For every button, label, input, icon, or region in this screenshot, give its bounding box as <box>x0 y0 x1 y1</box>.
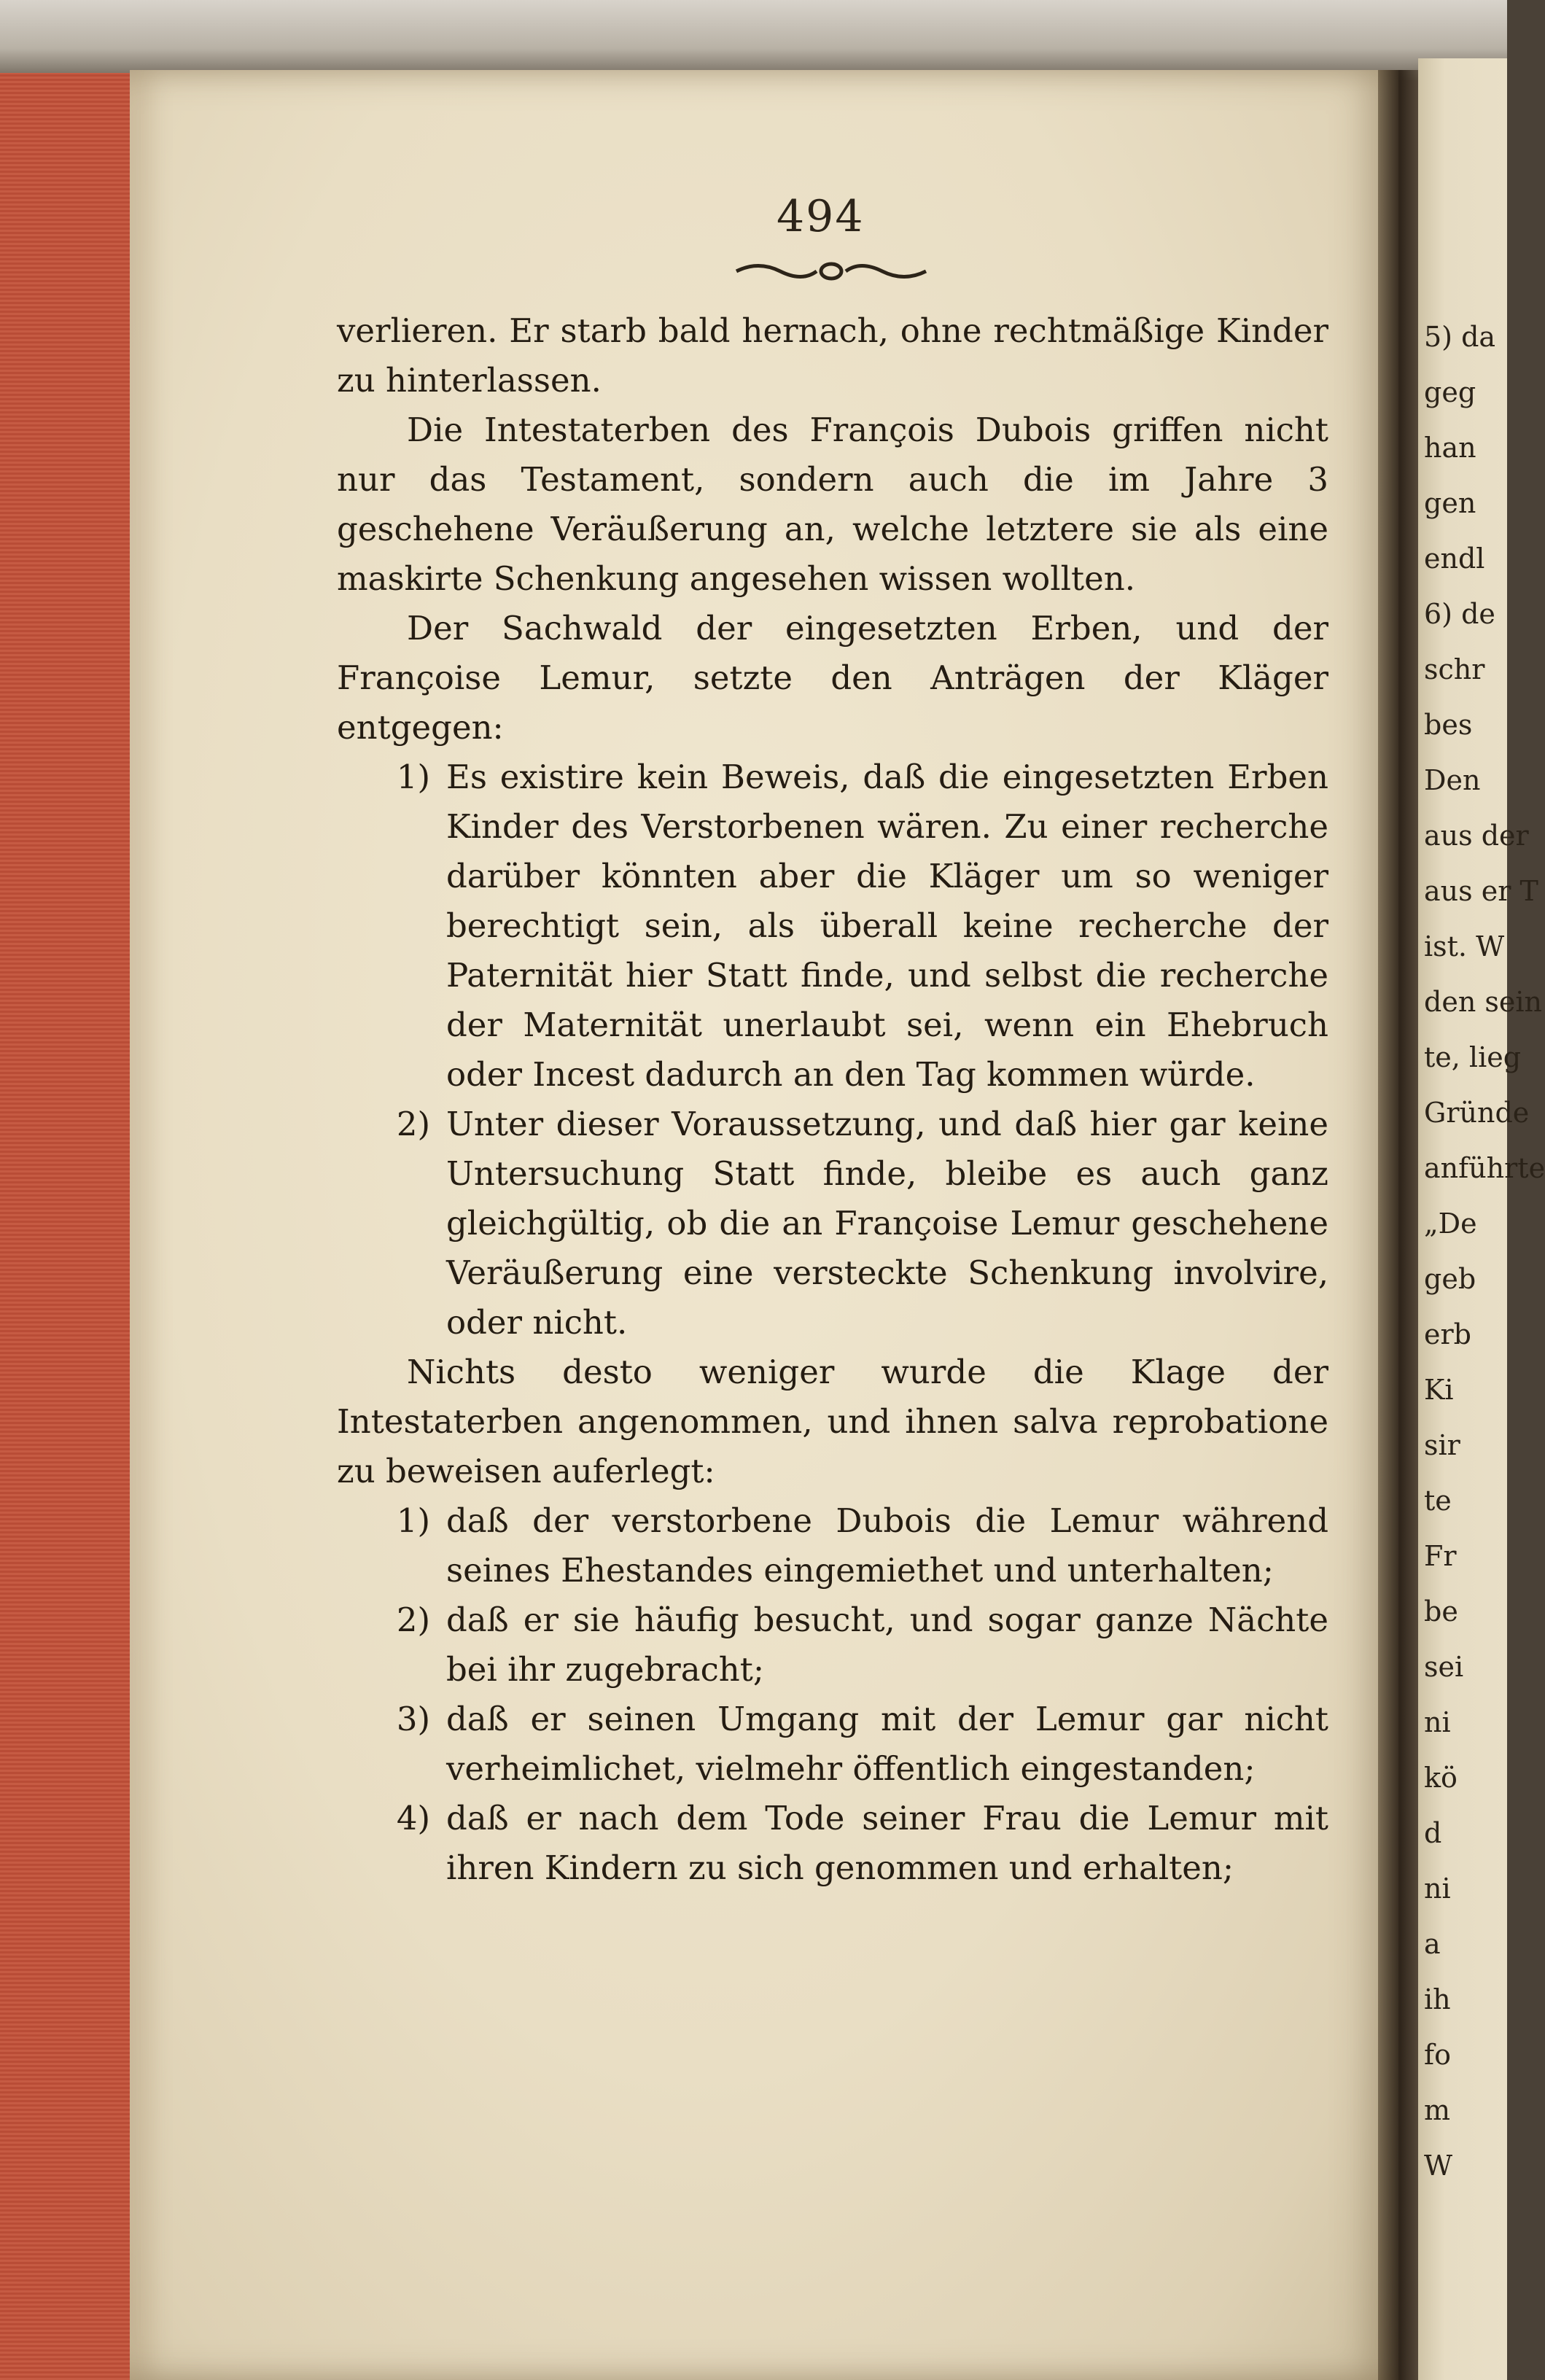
facing-page-fragment: ih <box>1424 1983 1451 2015</box>
list-number: 2) <box>396 1601 430 1639</box>
list-text: daß er nach dem Tode seiner Frau die Lemur mit ihren Kindern zu sich genommen und erhalten; <box>446 1799 1328 1887</box>
book-gutter <box>1378 70 1422 2380</box>
facing-page-fragment: sei <box>1424 1651 1464 1683</box>
list-number: 2) <box>396 1105 430 1143</box>
facing-page-fragment: bes <box>1424 709 1473 741</box>
facing-page-fragment: d <box>1424 1817 1442 1849</box>
paragraph: Die Intestaterben des François Dubois griffen nicht nur das Testament, sondern auch die im Jahre 3 geschehene Veräußerung an, welche letztere sie als eine maskirte Schenkung angesehen wissen wollten. <box>337 411 1328 598</box>
facing-page-fragment: ist. W <box>1424 930 1505 962</box>
facing-page-fragment: „De <box>1424 1208 1477 1240</box>
facing-page-fragment: geg <box>1424 376 1476 408</box>
list-text: daß er sie häufig besucht, und sogar ganze Nächte bei ihr zugebracht; <box>446 1601 1328 1689</box>
facing-page-fragment: fo <box>1424 2039 1451 2071</box>
facing-page-fragment: han <box>1424 432 1476 464</box>
facing-page-fragment: kö <box>1424 1762 1458 1794</box>
paragraph: verlieren. Er starb bald hernach, ohne rechtmäßige Kinder zu hinterlassen. <box>337 311 1328 400</box>
list-item <box>337 1794 1328 1893</box>
facing-page-fragment: erb <box>1424 1318 1471 1350</box>
facing-page-fragment: te <box>1424 1485 1452 1517</box>
facing-page-fragment: geb <box>1424 1263 1476 1295</box>
facing-page-fragment: den sein <box>1424 986 1542 1018</box>
ornament-icon <box>729 257 933 286</box>
list-number: 1) <box>396 758 430 796</box>
list-text: daß er seinen Umgang mit der Lemur gar nicht verheimlichet, vielmehr öffentlich eingestanden; <box>446 1700 1328 1788</box>
list-item <box>337 1595 1328 1695</box>
facing-page-fragment: Fr <box>1424 1540 1457 1572</box>
list-item <box>337 1695 1328 1794</box>
facing-page-fragment: be <box>1424 1595 1458 1628</box>
list-item <box>337 1496 1328 1595</box>
list-text: daß der verstorbene Dubois die Lemur während seines Ehestandes eingemiethet und unterhalten; <box>446 1501 1328 1590</box>
facing-page-fragment: anführte <box>1424 1152 1545 1184</box>
red-page-edges <box>0 73 132 2380</box>
facing-page-fragment: te, lieg <box>1424 1041 1522 1073</box>
facing-page-fragment: Ki <box>1424 1374 1454 1406</box>
list-item <box>337 752 1328 1100</box>
paragraph: Der Sachwald der eingesetzten Erben, und der Françoise Lemur, setzte den Anträgen der Kläger entgegen: <box>337 609 1328 747</box>
list-number: 4) <box>396 1799 430 1838</box>
list-text: Unter dieser Voraussetzung, und daß hier gar keine Untersuchung Statt finde, bleibe es auch ganz gleichgültig, ob die an Françoise Lemur geschehene Veräußerung eine versteckte Schenkung involvire, oder nicht. <box>446 1105 1328 1342</box>
body-text <box>337 306 1328 1893</box>
facing-page-fragment: ni <box>1424 1872 1451 1905</box>
facing-page-fragment: endl <box>1424 542 1485 575</box>
facing-page-fragment: Gründe <box>1424 1097 1530 1129</box>
facing-page-fragment: Den <box>1424 764 1481 796</box>
facing-page-fragment: ni <box>1424 1706 1451 1738</box>
list-number: 3) <box>396 1700 430 1738</box>
facing-page-fragment: aus der <box>1424 820 1529 852</box>
facing-page-fragment: aus er T <box>1424 875 1538 907</box>
facing-page-fragment: a <box>1424 1928 1441 1960</box>
facing-page-fragment: W <box>1424 2150 1453 2182</box>
page-number: 494 <box>777 191 865 242</box>
facing-page-fragment: sir <box>1424 1429 1460 1461</box>
facing-page-edge <box>1418 58 1545 2380</box>
facing-page-fragment: schr <box>1424 653 1485 685</box>
list-number: 1) <box>396 1501 430 1540</box>
facing-page-fragment: gen <box>1424 487 1476 519</box>
facing-page-fragment: m <box>1424 2094 1451 2126</box>
facing-page-fragment: 6) de <box>1424 598 1495 630</box>
list-text: Es existire kein Beweis, daß die eingesetzten Erben Kinder des Verstorbenen wären. Zu einer recherche darüber könnten aber die Kläger um so weniger berechtigt sein, als überall keine recherche der Paternität hier Statt finde, und selbst die recherche der Maternität unerlaubt sei, wenn ein Ehebruch oder Incest dadurch an den Tag kommen würde. <box>446 758 1328 1094</box>
list-item <box>337 1100 1328 1348</box>
top-edge <box>0 0 1507 80</box>
paragraph: Nichts desto weniger wurde die Klage der Intestaterben angenommen, und ihnen salva reprobatione zu beweisen auferlegt: <box>337 1353 1328 1490</box>
facing-page-fragment: 5) da <box>1424 321 1496 353</box>
